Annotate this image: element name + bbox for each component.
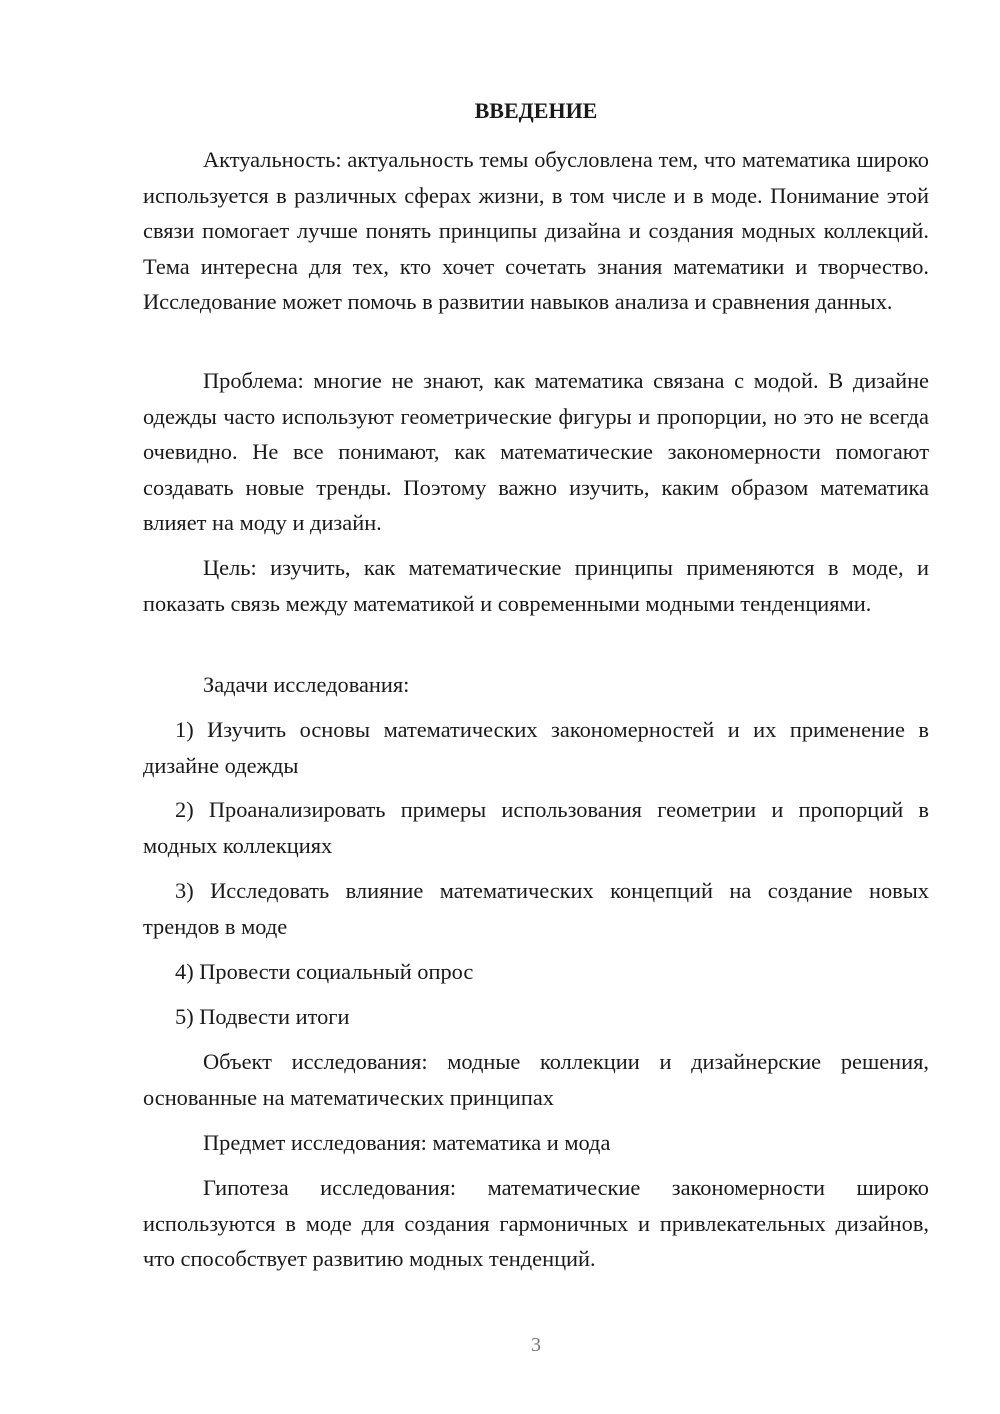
page-number: 3 (531, 1334, 541, 1356)
task-item-2: 2) Проанализировать примеры использования геометрии и пропорций в модных коллекциях (143, 797, 929, 858)
tasks-heading: Задачи исследования: (203, 672, 410, 697)
relevance-paragraph: Актуальность: актуальность темы обусловлена тем, что математика широко используется в различных сферах жизни, в том числе и в моде. Понимание этой связи помогает лучше понять принципы дизайна и создания модных коллекций. Тема интересна для тех, кто хочет сочетать знания математики и творчество. Исследование может помочь в развитии навыков анализа и сравнения данных. (143, 147, 929, 314)
task-item-5: 5) Подвести итоги (175, 1004, 350, 1029)
task-item-3: 3) Исследовать влияние математических концепций на создание новых трендов в моде (143, 878, 929, 939)
task-item-4: 4) Провести социальный опрос (175, 959, 474, 984)
task-item-1: 1) Изучить основы математических закономерностей и их применение в дизайне одежды (143, 717, 929, 778)
page-title: ВВЕДЕНИЕ (474, 98, 598, 123)
object-paragraph: Объект исследования: модные коллекции и дизайнерские решения, основанные на математических принципах (143, 1049, 929, 1110)
subject-paragraph: Предмет исследования: математика и мода (203, 1130, 611, 1155)
goal-paragraph: Цель: изучить, как математические принципы применяются в моде, и показать связь между математикой и современными модными тенденциями. (143, 555, 929, 616)
hypothesis-paragraph: Гипотеза исследования: математические закономерности широко используются в моде для создания гармоничных и привлекательных дизайнов, что способствует развитию модных тенденций. (143, 1175, 929, 1271)
problem-paragraph: Проблема: многие не знают, как математика связана с модой. В дизайне одежды часто используют геометрические фигуры и пропорции, но это не всегда очевидно. Не все понимают, как математические закономерности помогают создавать новые тренды. Поэтому важно изучить, каким образом математика влияет на моду и дизайн. (143, 368, 929, 535)
